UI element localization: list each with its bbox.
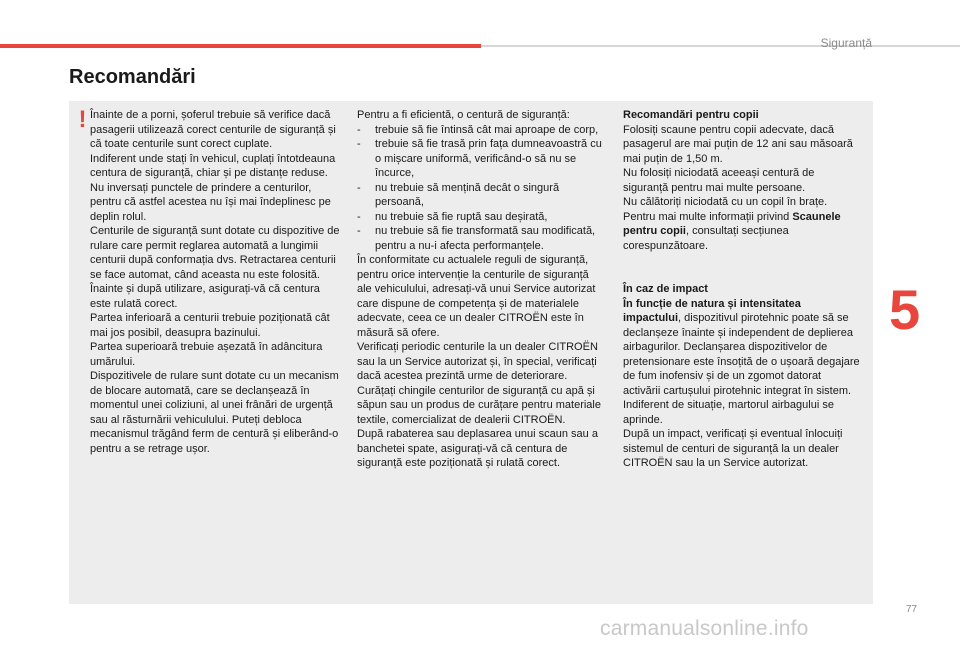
list-item-text: nu trebuie să fie transformată sau modificată, pentru a nu-i afecta performanțele.: [375, 225, 596, 252]
text-run: , dispozitivul pirotehnic poate să se declanșeze înainte și independent de deplierea airbagurilor. Declanșarea dispozitivelor de pretensionare este însoțită de o ușoară degajare de fum inofensiv și de un zgomot datorat activării cartușului pirotehnic integrat în sistem.: [623, 312, 860, 397]
watermark: carmanualsonline.info: [600, 617, 809, 640]
paragraph: Indiferent unde stați în vehicul, cuplați întotdeauna centura de siguranță, chiar și pe distanțe reduse.: [90, 152, 336, 179]
paragraph: Dispozitivele de rulare sunt dotate cu un mecanism de blocare automată, care se declanșează în momentul unei coliziuni, al unei frânări de urgență sau al răsturnării vehiculului. Puteți debloca mecanismul trăgând ferm de centură și eliberând-o pentru a se retrage ușor.: [90, 370, 339, 455]
bullet-dash: -: [357, 210, 361, 223]
paragraph: Centurile de siguranță sunt dotate cu dispozitive de rulare care permit reglarea automată a lungimii centurii după conformația dvs. Retractarea centurii se face automat, când aceasta nu este folosită.: [90, 225, 340, 281]
list-item-text: nu trebuie să mențină decât o singură persoană,: [375, 181, 560, 208]
list-item: [357, 224, 605, 253]
list-item: [357, 181, 605, 210]
paragraph: Verificați periodic centurile la un dealer CITROËN sau la un Service autorizat și, în special, verificați dacă acestea prezintă urme de deteriorare.: [357, 341, 598, 382]
spacer: [623, 253, 861, 282]
page-number: 77: [906, 604, 918, 615]
paragraph: Partea inferioară a centurii trebuie poziționată cât mai jos posibil, deasupra bazinului.: [90, 312, 330, 339]
paragraph: După rabaterea sau deplasarea unui scaun sau a banchetei spate, asigurați-vă că centura de siguranță este poziționată și rulată corect.: [357, 428, 598, 469]
paragraph: După un impact, verificați și eventual înlocuiți sistemul de centuri de siguranță la un dealer CITROËN sau la un Service autorizat.: [623, 428, 843, 469]
paragraph: [623, 297, 861, 399]
emphasis: În funcție de natura și intensitatea impactului: [623, 297, 801, 324]
paragraph: [623, 210, 861, 254]
column-children-impact: [623, 108, 861, 471]
column-safety-warnings: [90, 108, 340, 456]
list-item-text: nu trebuie să fie ruptă sau deșirată,: [375, 210, 548, 223]
paragraph: Nu călătoriți niciodată cu un copil în brațe.: [623, 196, 828, 208]
paragraph: Înainte de a porni, șoferul trebuie să verifice dacă pasagerii utilizează corect centurile de siguranță și că toate centurile sunt corect cuplate.: [90, 109, 336, 150]
paragraph: Indiferent de situație, martorul airbagului se aprinde.: [623, 399, 834, 426]
bullet-dash: -: [357, 225, 361, 237]
section-title: Siguranță: [820, 36, 872, 50]
bullet-dash: -: [357, 123, 361, 136]
bullet-dash: -: [357, 138, 361, 150]
cross-reference: Scaunele pentru copii: [623, 210, 841, 237]
paragraph: Nu inversați punctele de prindere a centurilor, pentru că astfel acestea nu își mai îndeplinesc pe deplin rolul.: [90, 181, 331, 223]
paragraph: În conformitate cu actualele reguli de siguranță, pentru orice intervenție la centurile de siguranță ale vehiculului, adresați-vă unui Service autorizat care dispune de competența și de materialele adecvate, ceea ce un dealer CITROËN este în măsură să ofere.: [357, 254, 596, 339]
text-run: , consultați secțiunea corespunzătoare.: [623, 225, 789, 252]
list-item-text: trebuie să fie întinsă cât mai aproape de corp,: [375, 123, 599, 136]
list-item: [357, 210, 605, 225]
list-item: [357, 123, 605, 138]
column-belt-efficiency: [357, 108, 605, 471]
paragraph: Nu folosiți niciodată aceeași centură de siguranță pentru mai multe persoane.: [623, 167, 815, 194]
chapter-number: 5: [889, 278, 921, 341]
header-divider: [481, 45, 960, 47]
page-title: Recomandări: [69, 66, 196, 88]
list-item: [357, 137, 605, 181]
paragraph: Partea superioară trebuie așezată în adâncitura umărului.: [90, 341, 323, 368]
text-run: Pentru mai multe informații privind: [623, 210, 793, 223]
list-item-text: trebuie să fie trasă prin fața dumneavoastră cu o mișcare uniformă, verificând-o să nu se încurce,: [375, 138, 602, 179]
warning-icon: !: [78, 106, 87, 133]
header-accent-bar: [0, 44, 481, 48]
paragraph: Curățați chingile centurilor de siguranță cu apă și săpun sau un produs de curățare pentru materiale textile, comercializat de dealerii CITROËN.: [357, 384, 601, 426]
impact-heading: În caz de impact: [623, 283, 708, 295]
paragraph: Înainte și după utilizare, asigurați-vă că centura este rulată corect.: [90, 283, 320, 310]
bullet-dash: -: [357, 181, 361, 194]
children-heading: Recomandări pentru copii: [623, 109, 759, 121]
intro-text: Pentru a fi eficientă, o centură de siguranță:: [357, 109, 570, 121]
paragraph: Folosiți scaune pentru copii adecvate, dacă pasagerul are mai puțin de 12 ani sau măsoară mai puțin de 1,50 m.: [623, 123, 853, 165]
